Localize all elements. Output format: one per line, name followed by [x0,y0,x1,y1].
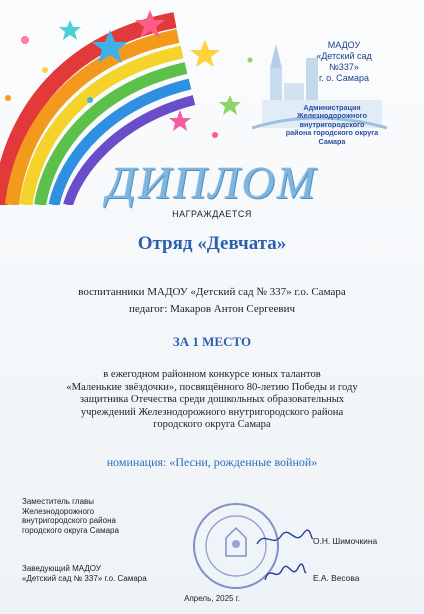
diploma-title: ДИПЛОМ [106,157,318,208]
nomination-label: номинация: «Песни, рожденные войной» [106,455,318,469]
pupils-line: воспитанники МАДОУ «Детский сад № 337» г.о. Самара [78,286,346,298]
first-signatory-name: О.Н. Шимочкина [313,536,378,546]
second-signatory-title [22,564,172,583]
contest-line: защитника Отечества среди дошкольных образовательных [79,394,345,406]
first-signatory-title [22,497,172,535]
awarded-label: НАГРАЖДАЕТСЯ [172,209,252,219]
administration-line: Администрация [303,103,361,112]
signature-scribble [255,528,315,550]
contest-line: в ежегодном районном конкурсе юных талантов [103,369,321,380]
organization-line: МАДОУ [327,40,361,50]
organization-block [305,40,383,84]
signatory-line: «Детский сад № 337» г.о. Самара [22,573,147,583]
organization-line: «Детский сад [316,51,372,61]
signatory-line: Заведующий МАДОУ [22,564,101,573]
contest-line: учреждений Железнодорожного внутригородского района [80,406,344,418]
signatory-line: городского округа Самара [22,525,119,535]
second-signatory-name: Е.А. Весова [313,573,360,583]
organization-line: №337» [329,62,359,72]
organization-line: г. о. Самара [318,73,369,83]
administration-block [262,104,402,146]
recipient-name: Отряд «Девчата» [137,233,287,254]
signatory-line: Заместитель главы [22,497,95,506]
administration-line: района городского округа [285,128,379,138]
signatory-line: Железнодорожного [22,506,95,516]
issue-date: Апрель, 2025 г. [184,594,240,603]
contest-description [30,369,394,432]
administration-line: Самара [318,136,346,146]
administration-line: внутригородского [299,119,365,129]
signatory-line: внутригородского района [22,516,116,526]
administration-line: Железнодорожного [297,111,367,121]
teacher-line: педагог: Макаров Антон Сергеевич [128,303,296,315]
contest-line: городского округа Самара [153,419,271,431]
place-label: ЗА 1 МЕСТО [172,334,252,349]
signature-scribble [262,560,308,586]
contest-line: «Маленькие звёздочки», посвящённого 80-летию Победы и году [66,381,358,393]
